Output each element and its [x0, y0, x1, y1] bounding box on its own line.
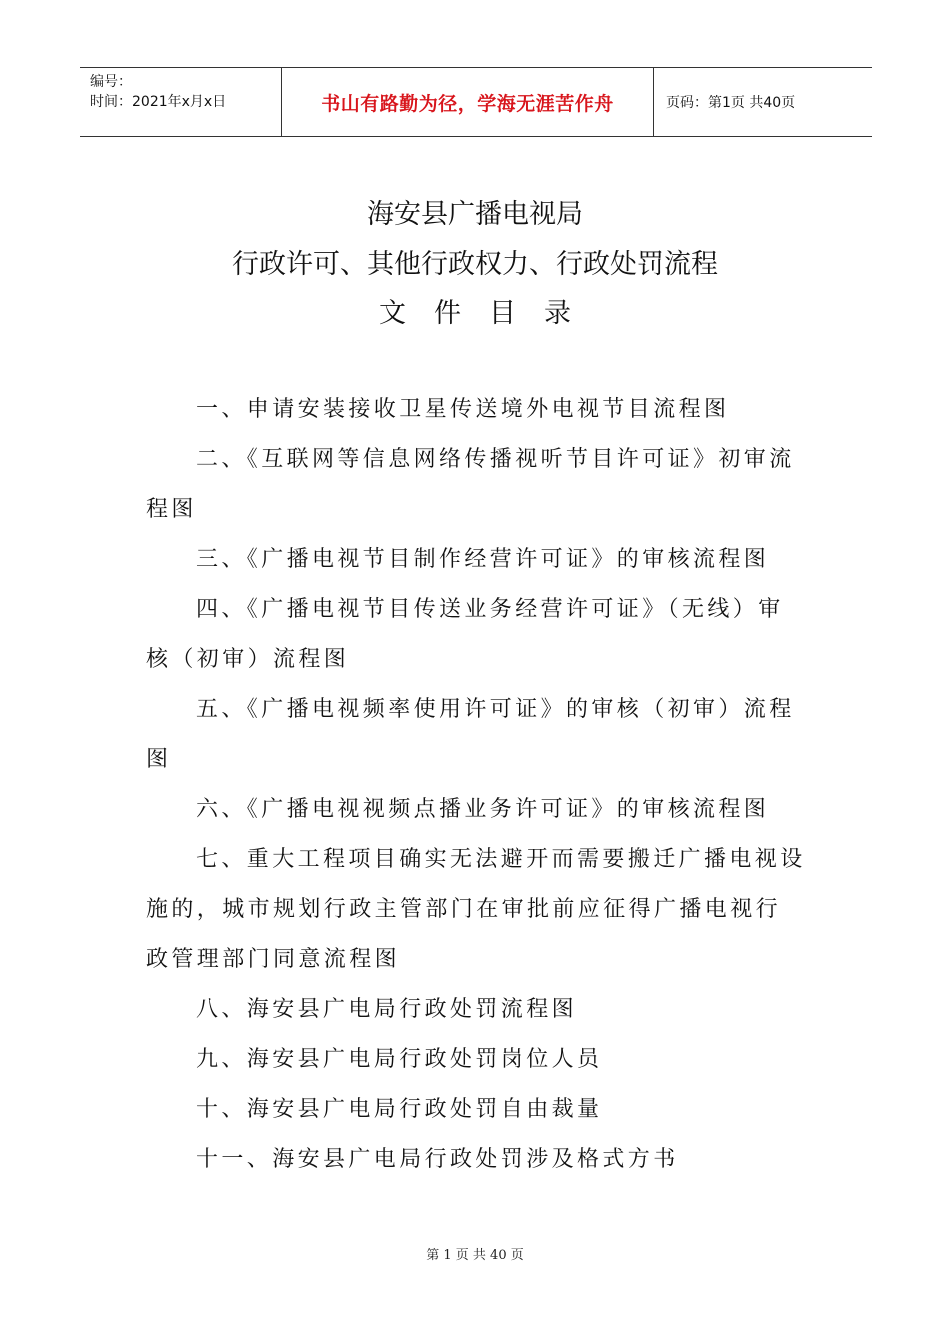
header-page-cell [654, 68, 872, 136]
toc-item: 三、《广播电视节目制作经营许可证》的审核流程图 [196, 547, 770, 572]
header-motto: 书山有路勤为径，学海无涯苦作舟 [321, 92, 614, 115]
document-number-label: 编号： [90, 74, 132, 90]
header-page-info: 页码：第1页 共40页 [666, 95, 796, 111]
toc-item: 二、《互联网等信息网络传播视听节目许可证》初审流程图 [146, 447, 795, 522]
toc-item: 七、重大工程项目确实无法避开而需要搬迁广播电视设施的，城市规划行政主管部门在审批前应征得广播电视行政管理部门同意流程图 [146, 847, 806, 972]
toc-item: 九、海安县广电局行政处罚岗位人员 [196, 1047, 603, 1072]
document-header [80, 67, 872, 137]
toc-item: 八、海安县广电局行政处罚流程图 [196, 997, 578, 1022]
table-of-contents [146, 385, 806, 1185]
document-title-line2: 行政许可、其他行政权力、行政处罚流程 [232, 249, 718, 280]
toc-item: 四、《广播电视节目传送业务经营许可证》（无线）审核（初审）流程图 [146, 597, 784, 672]
toc-item: 十一、海安县广电局行政处罚涉及格式方书 [196, 1147, 679, 1172]
header-meta-cell [80, 68, 282, 136]
document-time-label: 时间：2021年x月x日 [90, 94, 227, 110]
header-motto-cell [282, 68, 654, 136]
toc-item: 六、《广播电视视频点播业务许可证》的审核流程图 [196, 797, 770, 822]
toc-item: 十、海安县广电局行政处罚自由裁量 [196, 1097, 603, 1122]
document-title-line1: 海安县广播电视局 [367, 199, 583, 230]
document-title-line3: 文件目录 [379, 298, 599, 329]
toc-item: 五、《广播电视频率使用许可证》的审核（初审）流程图 [146, 697, 795, 772]
page-footer: 第 1 页 共 40 页 [426, 1248, 524, 1263]
toc-item: 一、申请安装接收卫星传送境外电视节目流程图 [196, 397, 730, 422]
